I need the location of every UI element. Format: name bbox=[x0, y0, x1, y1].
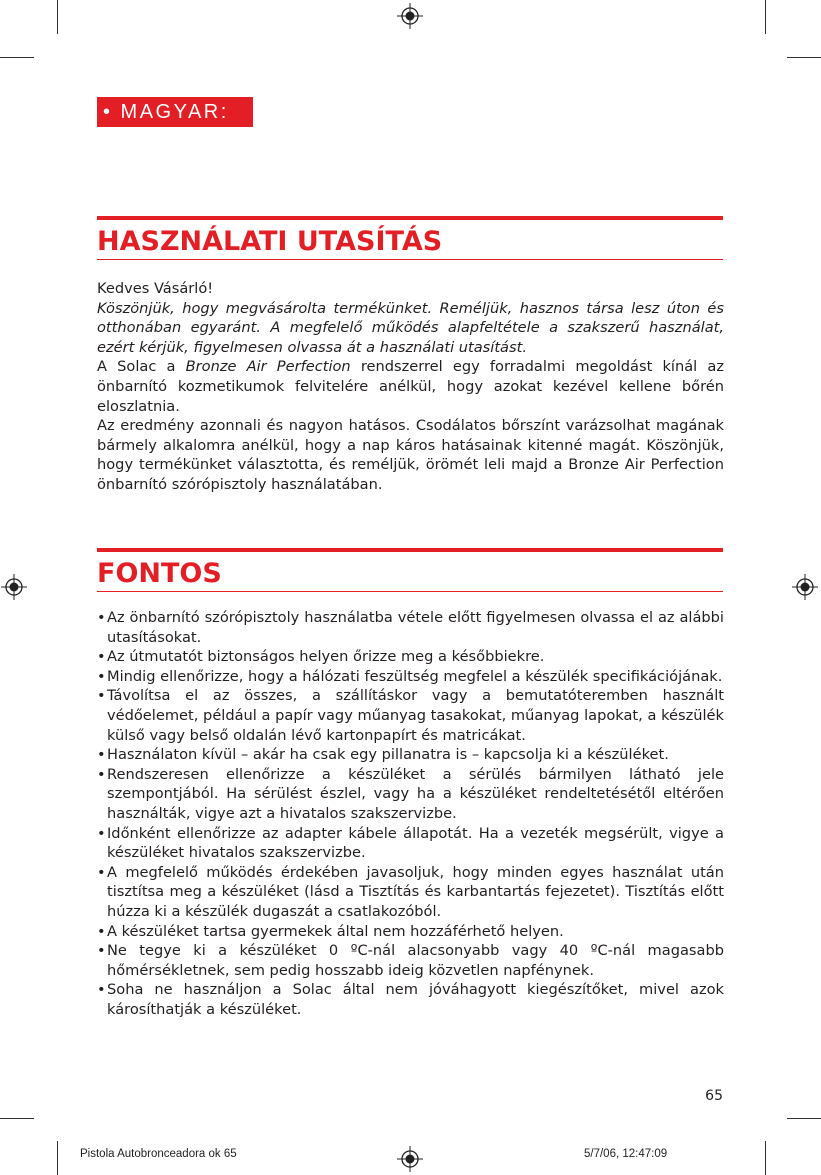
manual-heading: HASZNÁLATI UTASÍTÁS bbox=[97, 226, 443, 257]
registration-mark-icon bbox=[1, 574, 27, 600]
crop-mark bbox=[57, 1141, 58, 1175]
registration-mark-icon bbox=[397, 1146, 423, 1172]
crop-mark bbox=[765, 1141, 766, 1175]
intro-section bbox=[97, 279, 724, 495]
crop-mark bbox=[57, 0, 58, 34]
crop-mark bbox=[0, 57, 34, 58]
list-item: • Az önbarnító szórópisztoly használatba vétele előtt figyelmesen olvassa el az alábbi utasításokat. bbox=[97, 608, 724, 647]
heading-rule-top bbox=[97, 548, 723, 552]
crop-mark bbox=[765, 0, 766, 34]
list-item: • A készüléket tartsa gyermekek által nem hozzáférhető helyen. bbox=[97, 922, 724, 942]
thanks-paragraph: Köszönjük, hogy megvásárolta termékünket. Reméljük, hasznos társa lesz úton és otthonában egyaránt. A megfelelő működés alapfeltétele a szakszerű használat, ezért kérjük, figyelmesen olvassa át a használati utasítást. bbox=[97, 299, 724, 356]
intro-paragraph-1 bbox=[97, 357, 724, 416]
important-heading: FONTOS bbox=[97, 558, 222, 589]
list-item: • Az útmutatót biztonságos helyen őrizze meg a későbbiekre. bbox=[97, 647, 724, 667]
heading-rule-top bbox=[97, 216, 723, 220]
p1-text-before: A Solac a bbox=[97, 358, 186, 376]
greeting: Kedves Vásárló! bbox=[97, 280, 214, 297]
list-item: • Rendszeresen ellenőrizze a készüléket a sérülés bármilyen látható jele szempontjából. Ha sérülést észlel, vagy ha a készüléket rendeltetésétől eltérően használták, vigye azt a hivatalos szakszervizbe. bbox=[97, 765, 724, 824]
crop-mark bbox=[787, 57, 821, 58]
list-item: • A megfelelő működés érdekében javasoljuk, hogy minden egyes használat után tisztítsa meg a készüléket (lásd a Tisztítás és karbantartás fejezetet). Tisztítás előtt húzza ki a készülék dugaszát a csatlakozóból. bbox=[97, 863, 724, 922]
list-item: • Ne tegye ki a készüléket 0 ºC-nál alacsonyabb vagy 40 ºC-nál magasabb hőmérsékletnek, sem pedig hosszabb ideig közvetlen napfénynek. bbox=[97, 941, 724, 980]
crop-mark bbox=[0, 1118, 34, 1119]
registration-mark-icon bbox=[397, 3, 423, 29]
list-item: • Távolítsa el az összes, a szállításkor vagy a bemutatóteremben használt védőelemet, például a papír vagy műanyag tasakokat, műanyag lapokat, a készülék külső vagy belső oldalán lévő kartonpapírt és matricákat. bbox=[97, 686, 724, 745]
important-list bbox=[97, 608, 724, 1019]
language-tag: • MAGYAR: bbox=[97, 97, 253, 127]
list-item: • Mindig ellenőrizze, hogy a hálózati feszültség megfelel a készülék specifikációjának. bbox=[97, 667, 724, 687]
heading-rule-bottom bbox=[97, 259, 723, 260]
footer-timestamp: 5/7/06, 12:47:09 bbox=[584, 1148, 668, 1160]
p1-text-after: rendszerrel egy forradalmi megoldást kínál az önbarnító kozmetikumok felvitelére anélkül, hogy azokat kezével kellene bőrén eloszlatnia. bbox=[97, 358, 724, 415]
footer-file-label: Pistola Autobronceadora ok 65 bbox=[80, 1148, 237, 1160]
page-number: 65 bbox=[705, 1088, 723, 1104]
list-item: • Időnként ellenőrizze az adapter kábele állapotát. Ha a vezeték megsérült, vigye a készüléket hivatalos szakszervizbe. bbox=[97, 824, 724, 863]
crop-mark bbox=[787, 1118, 821, 1119]
product-name: Bronze Air Perfection bbox=[185, 358, 351, 376]
heading-rule-bottom bbox=[97, 591, 723, 592]
list-item: • Soha ne használjon a Solac által nem jóváhagyott kiegészítőket, mivel azok károsíthatják a készüléket. bbox=[97, 980, 724, 1019]
intro-paragraph-2: Az eredmény azonnali és nagyon hatásos. Csodálatos bőrszínt varázsolhat magának bármely alkalomra anélkül, hogy a nap káros hatásainak kitenné magát. Köszönjük, hogy termékünket választotta, és reméljük, örömét leli majd a Bronze Air Perfection önbarnító szórópisztoly használatában. bbox=[97, 417, 724, 493]
list-item: • Használaton kívül – akár ha csak egy pillanatra is – kapcsolja ki a készüléket. bbox=[97, 745, 724, 765]
registration-mark-icon bbox=[792, 574, 818, 600]
